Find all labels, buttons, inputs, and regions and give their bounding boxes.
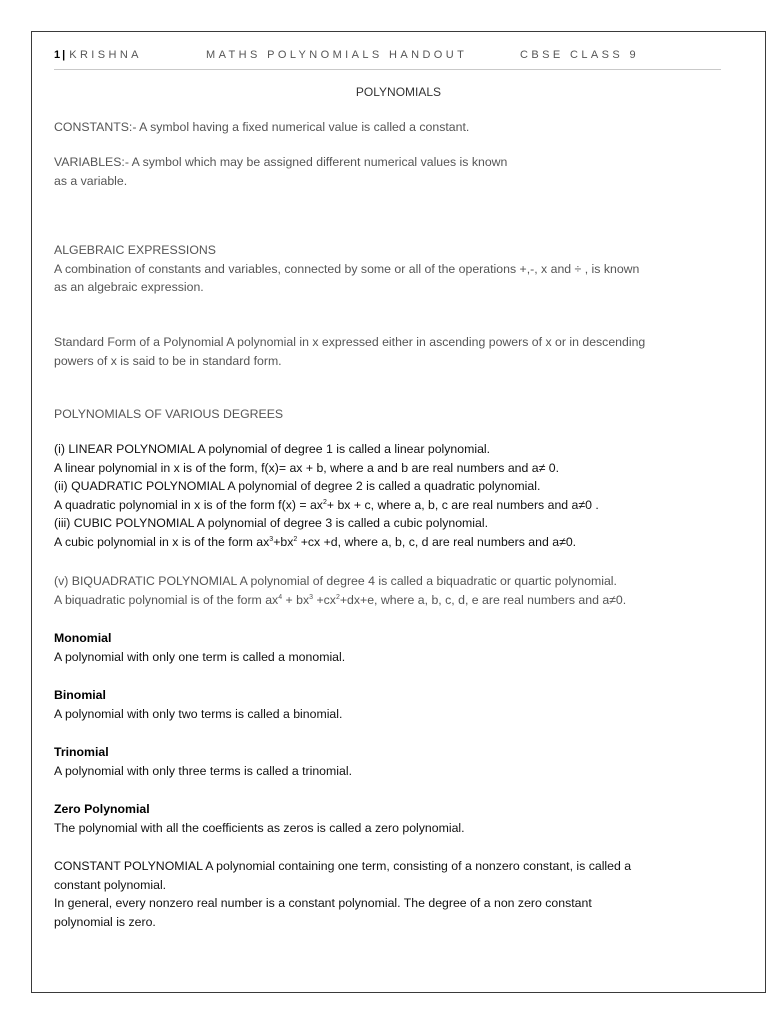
zero-polynomial-text: The polynomial with all the coefficients as zeros is called a zero polynomial. bbox=[54, 820, 465, 835]
linear-definition: (i) LINEAR POLYNOMIAL A polynomial of degree 1 is called a linear polynomial. bbox=[54, 442, 491, 456]
variables-definition bbox=[54, 153, 724, 190]
cubic-form: A cubic polynomial in x is of the form $ax^3+bx^2 +cx +d$, where a, b, c, d are real numbers and a≠0. bbox=[54, 534, 577, 549]
header-author: KRISHNA bbox=[69, 49, 142, 61]
degrees-heading-block bbox=[54, 405, 724, 424]
zero-polynomial-section bbox=[54, 800, 724, 837]
page-number: 1 bbox=[54, 49, 61, 61]
algebraic-heading: ALGEBRAIC EXPRESSIONS bbox=[54, 243, 216, 257]
algebraic-line-2: as an algebraic expression. bbox=[54, 280, 204, 294]
trinomial-heading: Trinomial bbox=[54, 745, 109, 759]
document-page bbox=[31, 31, 766, 993]
document-title: POLYNOMIALS bbox=[355, 85, 442, 99]
cubic-definition: (iii) CUBIC POLYNOMIAL A polynomial of degree 3 is called a cubic polynomial. bbox=[54, 516, 488, 530]
quadratic-form: A quadratic polynomial in x is of the form $f(x) = ax^2+$ bx + c, where a, b, c are real numbers and a≠0 . bbox=[54, 497, 599, 512]
constants-text: CONSTANTS:- A symbol having a fixed numerical value is called a constant. bbox=[54, 120, 470, 134]
monomial-text: A polynomial with only one term is called a monomial. bbox=[54, 649, 346, 664]
monomial-heading: Monomial bbox=[54, 631, 112, 645]
quadratic-definition: (ii) QUADRATIC POLYNOMIAL A polynomial of degree 2 is called a quadratic polynomial. bbox=[54, 479, 541, 493]
biquadratic-block bbox=[54, 572, 724, 609]
constants-definition bbox=[54, 118, 724, 137]
biquadratic-form: A biquadratic polynomial is of the form $ax^4 + bx^3 +cx^2+dx+e$, where a, b, c, d, e are real numbers and a≠0. bbox=[54, 592, 627, 607]
standard-form-section bbox=[54, 333, 724, 370]
algebraic-line-1: A combination of constants and variables, connected by some or all of the operations +,-, x and ÷ , is known bbox=[54, 261, 640, 276]
standard-form-line-2: powers of x is said to be in standard form. bbox=[54, 353, 282, 368]
page-header bbox=[54, 49, 721, 70]
variables-line-2: as a variable. bbox=[54, 173, 128, 188]
zero-polynomial-heading: Zero Polynomial bbox=[54, 802, 150, 816]
trinomial-section bbox=[54, 743, 724, 780]
header-separator: | bbox=[62, 49, 66, 61]
constant-polynomial-line-4: polynomial is zero. bbox=[54, 914, 156, 929]
biquadratic-definition: (v) BIQUADRATIC POLYNOMIAL A polynomial of degree 4 is called a biquadratic or quartic polynomial. bbox=[54, 574, 617, 588]
trinomial-text: A polynomial with only three terms is called a trinomial. bbox=[54, 763, 352, 778]
constant-polynomial-section bbox=[54, 857, 724, 931]
header-class: CBSE CLASS 9 bbox=[520, 49, 640, 61]
degrees-heading: POLYNOMIALS OF VARIOUS DEGREES bbox=[54, 407, 284, 421]
linear-form: A linear polynomial in x is of the form, f(x)= ax + b, where a and b are real numbers and a≠ 0. bbox=[54, 460, 560, 475]
monomial-section bbox=[54, 629, 724, 666]
binomial-heading: Binomial bbox=[54, 688, 106, 702]
degrees-list bbox=[54, 440, 724, 551]
constant-polynomial-line-2: constant polynomial. bbox=[54, 877, 167, 892]
binomial-text: A polynomial with only two terms is called a binomial. bbox=[54, 706, 343, 721]
binomial-section bbox=[54, 686, 724, 723]
variables-line-1: VARIABLES:- A symbol which may be assigned different numerical values is known bbox=[54, 155, 508, 169]
standard-form-line-1: Standard Form of a Polynomial A polynomial in x expressed either in ascending powers of x or in descending bbox=[54, 335, 646, 349]
header-subject: MATHS POLYNOMIALS HANDOUT bbox=[206, 49, 468, 61]
algebraic-expressions-section bbox=[54, 241, 724, 297]
constant-polynomial-line-3: In general, every nonzero real number is a constant polynomial. The degree of a non zero constant bbox=[54, 896, 592, 910]
constant-polynomial-line-1: CONSTANT POLYNOMIAL A polynomial containing one term, consisting of a nonzero constant, is called a bbox=[54, 859, 632, 873]
